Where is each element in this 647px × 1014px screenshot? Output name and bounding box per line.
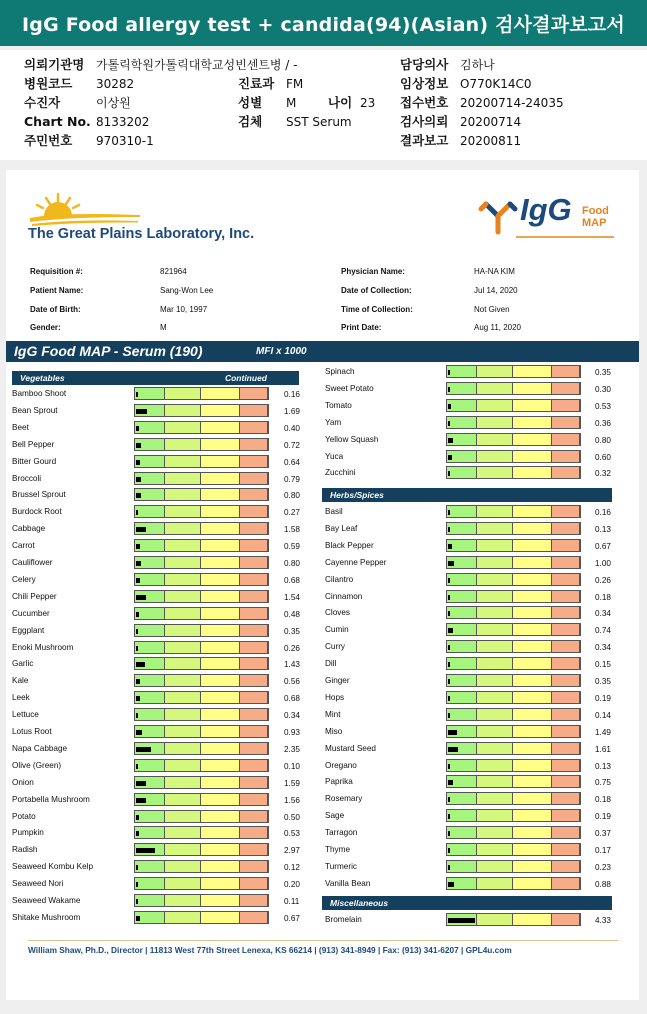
food-value: 1.56 bbox=[284, 795, 300, 805]
food-name: Vanilla Bean bbox=[325, 878, 371, 888]
food-value: 0.34 bbox=[595, 609, 611, 619]
result-row bbox=[6, 876, 639, 891]
food-name: Cauliflower bbox=[12, 558, 53, 567]
food-name: Seaweed Kombu Kelp bbox=[12, 862, 94, 872]
result-row bbox=[6, 724, 639, 739]
continued-label: Continued bbox=[224, 373, 267, 383]
food-name: Black Pepper bbox=[325, 540, 374, 550]
food-value: 0.18 bbox=[595, 795, 611, 805]
patient-info-label: Requisition #: bbox=[30, 267, 83, 276]
food-value: 1.59 bbox=[284, 778, 300, 788]
food-name: Lettuce bbox=[12, 710, 39, 720]
result-row bbox=[6, 912, 639, 927]
food-name: Cayenne Pepper bbox=[325, 557, 387, 567]
food-value: 0.27 bbox=[284, 508, 300, 518]
food-value: 0.80 bbox=[284, 491, 300, 501]
food-name: Sage bbox=[325, 811, 345, 821]
patient-info-value: 821964 bbox=[160, 267, 187, 276]
sun-logo-icon bbox=[28, 192, 143, 228]
food-value: 0.23 bbox=[595, 862, 611, 872]
food-name: Eggplant bbox=[12, 625, 45, 635]
reactivity-scale bbox=[446, 843, 581, 856]
result-row bbox=[6, 707, 639, 722]
korean-info-value: 김하나 bbox=[460, 58, 495, 72]
food-value: 0.30 bbox=[595, 384, 611, 394]
food-value: 0.12 bbox=[284, 863, 300, 873]
food-value: 0.68 bbox=[284, 575, 300, 585]
antibody-icon bbox=[476, 192, 520, 236]
food-value: 0.64 bbox=[284, 457, 300, 467]
food-name: Seaweed Nori bbox=[12, 879, 64, 889]
reactivity-scale bbox=[446, 725, 581, 738]
food-value: 0.26 bbox=[284, 643, 300, 653]
food-value: 0.80 bbox=[595, 435, 611, 445]
reactivity-scale bbox=[446, 522, 581, 535]
reactivity-bar bbox=[448, 645, 450, 650]
food-name: Brussel Sprout bbox=[12, 490, 66, 500]
reactivity-scale bbox=[446, 556, 581, 569]
korean-info-value: FM bbox=[286, 77, 304, 91]
reactivity-scale bbox=[446, 539, 581, 552]
result-row bbox=[6, 572, 639, 587]
korean-info-label: 의뢰기관명 bbox=[24, 57, 85, 72]
reactivity-scale bbox=[446, 826, 581, 839]
food-value: 1.61 bbox=[595, 744, 611, 754]
patient-info-label: Physician Name: bbox=[341, 267, 406, 276]
result-row bbox=[6, 415, 639, 430]
result-row bbox=[6, 555, 639, 570]
logo-map: MAP bbox=[582, 217, 607, 229]
reactivity-bar bbox=[448, 882, 454, 887]
food-name: Ginger bbox=[325, 676, 350, 685]
result-row bbox=[6, 504, 639, 519]
food-value: 1.49 bbox=[595, 727, 611, 737]
food-name: Lotus Root bbox=[12, 727, 52, 736]
reactivity-scale bbox=[446, 674, 581, 687]
reactivity-scale bbox=[446, 708, 581, 721]
food-name: Broccoli bbox=[12, 473, 42, 483]
food-value: 1.43 bbox=[284, 660, 300, 670]
food-value: 0.37 bbox=[595, 829, 611, 839]
korean-info-label: 진료과 bbox=[238, 76, 275, 91]
reactivity-scale bbox=[446, 860, 581, 873]
reactivity-bar bbox=[448, 370, 450, 375]
unit-label: MFI x 1000 bbox=[256, 346, 307, 357]
food-name: Bean Sprout bbox=[12, 405, 58, 415]
result-row bbox=[6, 690, 639, 705]
lab-name: The Great Plains Laboratory, Inc. bbox=[28, 226, 255, 242]
food-name: Miso bbox=[325, 726, 343, 736]
reactivity-scale bbox=[446, 640, 581, 653]
food-name: Curry bbox=[325, 642, 346, 652]
food-name: Hops bbox=[325, 692, 345, 702]
reactivity-bar bbox=[448, 471, 450, 476]
food-value: 0.18 bbox=[595, 592, 611, 602]
food-value: 0.34 bbox=[284, 711, 300, 721]
result-row bbox=[6, 364, 639, 379]
food-name: Spinach bbox=[325, 367, 355, 376]
korean-info-value: 23 bbox=[360, 96, 376, 110]
food-value: 4.33 bbox=[595, 916, 611, 925]
reactivity-scale bbox=[134, 488, 269, 501]
reactivity-scale bbox=[134, 894, 269, 907]
korean-info-value: 이상원 bbox=[96, 96, 131, 110]
food-name: Basil bbox=[325, 507, 343, 516]
reactivity-scale bbox=[446, 657, 581, 670]
food-name: Onion bbox=[12, 777, 34, 787]
patient-info-label: Patient Name: bbox=[30, 286, 84, 295]
food-value: 0.74 bbox=[595, 626, 611, 636]
igg-food-map-logo bbox=[472, 188, 612, 248]
reactivity-scale bbox=[446, 877, 581, 890]
result-row bbox=[6, 432, 639, 447]
food-name: Bromelain bbox=[325, 915, 362, 924]
reactivity-bar bbox=[448, 387, 450, 392]
reactivity-bar bbox=[448, 865, 450, 870]
lab-report bbox=[6, 170, 639, 1000]
food-name: Radish bbox=[12, 845, 38, 855]
food-value: 0.16 bbox=[284, 390, 300, 399]
food-name: Cloves bbox=[325, 608, 351, 618]
food-value: 0.11 bbox=[284, 897, 300, 906]
food-name: Shitake Mushroom bbox=[12, 912, 81, 922]
korean-info-label: 검체 bbox=[238, 114, 263, 129]
reactivity-bar bbox=[448, 662, 450, 667]
korean-info-panel bbox=[0, 50, 647, 160]
food-name: Dill bbox=[325, 659, 337, 669]
reactivity-scale bbox=[446, 913, 581, 926]
food-value: 2.97 bbox=[284, 846, 300, 856]
food-value: 0.67 bbox=[595, 541, 611, 551]
food-name: Pumpkin bbox=[12, 828, 44, 838]
reactivity-bar bbox=[448, 438, 453, 443]
reactivity-bar bbox=[136, 899, 138, 904]
korean-info-value: O770K14C0 bbox=[460, 77, 532, 91]
food-name: Yellow Squash bbox=[325, 434, 379, 444]
result-row bbox=[6, 465, 639, 480]
reactivity-bar bbox=[448, 780, 453, 785]
food-name: Oregano bbox=[325, 760, 357, 770]
reactivity-bar bbox=[448, 747, 458, 752]
footer: William Shaw, Ph.D., Director | 11813 West 77th Street Lenexa, KS 66214 | (913) 341-8949 | Fax: (913) 341-6207 | GPL4u.com bbox=[28, 945, 512, 955]
food-value: 0.68 bbox=[284, 694, 300, 704]
korean-info-value: 20200811 bbox=[460, 134, 522, 148]
reactivity-scale bbox=[446, 623, 581, 636]
food-name: Potato bbox=[12, 811, 36, 821]
food-value: 0.67 bbox=[284, 913, 300, 923]
food-value: 1.58 bbox=[284, 525, 300, 535]
report-title: IgG Food allergy test + candida(94)(Asian) 검사결과보고서 bbox=[0, 0, 647, 46]
food-name: Turmeric bbox=[325, 861, 357, 871]
reactivity-bar bbox=[448, 578, 450, 583]
food-value: 0.59 bbox=[284, 542, 300, 552]
food-value: 0.20 bbox=[284, 880, 300, 890]
food-name: Enoki Mushroom bbox=[12, 642, 74, 652]
result-row bbox=[6, 656, 639, 671]
reactivity-bar bbox=[448, 713, 450, 718]
patient-info-label: Date of Collection: bbox=[341, 286, 412, 295]
reactivity-bar bbox=[448, 918, 475, 923]
reactivity-scale bbox=[446, 505, 581, 518]
korean-info-label: 결과보고 bbox=[400, 133, 449, 148]
korean-info-label: 성별 bbox=[238, 95, 263, 110]
patient-info-value: Sang-Won Lee bbox=[160, 286, 214, 295]
food-value: 0.75 bbox=[595, 778, 611, 788]
korean-info-label: 병원코드 bbox=[24, 76, 73, 91]
reactivity-bar bbox=[448, 455, 452, 460]
patient-info-value: Aug 11, 2020 bbox=[474, 323, 522, 332]
food-name: Napa Cabbage bbox=[12, 743, 68, 753]
reactivity-scale bbox=[446, 450, 581, 463]
reactivity-scale bbox=[446, 759, 581, 772]
food-value: 1.54 bbox=[284, 592, 300, 602]
food-value: 0.88 bbox=[595, 879, 611, 889]
result-row bbox=[6, 758, 639, 773]
reactivity-scale bbox=[446, 606, 581, 619]
panel-banner bbox=[6, 341, 639, 362]
korean-info-label: 나이 bbox=[328, 95, 353, 110]
food-value: 0.72 bbox=[284, 440, 300, 450]
result-row bbox=[6, 622, 639, 637]
korean-info-label: 접수번호 bbox=[400, 95, 449, 110]
food-value: 1.00 bbox=[595, 558, 611, 568]
food-value: 0.56 bbox=[284, 677, 300, 687]
reactivity-bar bbox=[448, 814, 450, 819]
food-name: Bell Pepper bbox=[12, 439, 55, 449]
food-name: Zucchini bbox=[325, 468, 356, 478]
reactivity-scale bbox=[446, 691, 581, 704]
result-row bbox=[6, 639, 639, 654]
food-name: Cumin bbox=[325, 625, 349, 635]
food-value: 0.36 bbox=[595, 418, 611, 428]
food-value: 0.10 bbox=[284, 761, 300, 771]
logo-underline bbox=[516, 236, 614, 238]
reactivity-bar bbox=[448, 696, 450, 701]
food-value: 0.80 bbox=[284, 559, 300, 568]
food-name: Sweet Potato bbox=[325, 383, 374, 393]
food-name: Bamboo Shoot bbox=[12, 389, 67, 398]
patient-info-value: HA-NA KIM bbox=[474, 267, 515, 276]
patient-info-label: Gender: bbox=[30, 323, 61, 332]
food-name: Celery bbox=[12, 574, 36, 584]
section-herbs-label: Herbs/Spices bbox=[330, 490, 384, 500]
reactivity-bar bbox=[448, 628, 453, 633]
reactivity-bar bbox=[448, 544, 452, 549]
food-value: 0.19 bbox=[595, 812, 611, 822]
food-name: Kale bbox=[12, 676, 29, 686]
food-value: 0.35 bbox=[595, 677, 611, 686]
food-name: Cinnamon bbox=[325, 591, 363, 601]
food-value: 0.50 bbox=[284, 812, 300, 822]
food-name: Rosemary bbox=[325, 794, 363, 804]
patient-info-value: Mar 10, 1997 bbox=[160, 305, 208, 314]
reactivity-bar bbox=[448, 797, 450, 802]
reactivity-scale bbox=[446, 466, 581, 479]
result-row bbox=[6, 487, 639, 502]
reactivity-scale bbox=[446, 382, 581, 395]
patient-info-value: Jul 14, 2020 bbox=[474, 286, 518, 295]
food-name: Burdock Root bbox=[12, 507, 62, 517]
food-name: Yuca bbox=[325, 451, 344, 461]
food-value: 0.16 bbox=[595, 508, 611, 517]
korean-info-label: 주민번호 bbox=[24, 133, 73, 148]
korean-info-label: 담당의사 bbox=[400, 57, 449, 72]
korean-info-label: 검사의뢰 bbox=[400, 114, 449, 129]
reactivity-bar bbox=[136, 493, 141, 498]
reactivity-bar bbox=[448, 764, 450, 769]
food-value: 0.17 bbox=[595, 846, 611, 855]
korean-info-value: SST Serum bbox=[286, 115, 352, 129]
food-name: Paprika bbox=[325, 777, 353, 787]
reactivity-scale bbox=[446, 775, 581, 788]
result-row bbox=[6, 398, 639, 413]
korean-info-value: 970310-1 bbox=[96, 134, 154, 148]
patient-info-label: Print Date: bbox=[341, 323, 382, 332]
reactivity-bar bbox=[448, 611, 450, 616]
reactivity-scale bbox=[446, 433, 581, 446]
korean-info-value: 30282 bbox=[96, 77, 135, 91]
korean-info-value: 20200714 bbox=[460, 115, 522, 129]
food-value: 0.79 bbox=[284, 474, 300, 484]
section-vegetables-label: Vegetables bbox=[20, 373, 65, 383]
food-name: Thyme bbox=[325, 845, 351, 854]
reactivity-scale bbox=[446, 809, 581, 822]
korean-info-value: 20200714-24035 bbox=[460, 96, 564, 110]
food-value: 2.35 bbox=[284, 744, 300, 754]
food-name: Cucumber bbox=[12, 608, 50, 618]
reactivity-bar bbox=[448, 510, 450, 515]
reactivity-bar bbox=[448, 831, 450, 836]
result-row bbox=[6, 605, 639, 620]
reactivity-bar bbox=[448, 561, 454, 566]
panel-title: IgG Food MAP - Serum (190) bbox=[14, 343, 203, 359]
food-value: 0.13 bbox=[595, 524, 611, 534]
food-name: Cabbage bbox=[12, 524, 46, 534]
reactivity-scale bbox=[446, 792, 581, 805]
food-value: 0.14 bbox=[595, 710, 611, 720]
reactivity-bar bbox=[448, 730, 457, 735]
reactivity-scale bbox=[446, 365, 581, 378]
food-value: 0.35 bbox=[595, 368, 611, 377]
food-name: Olive (Green) bbox=[12, 760, 62, 770]
korean-info-value: 8133202 bbox=[96, 115, 150, 129]
food-name: Seaweed Wakame bbox=[12, 896, 81, 905]
reactivity-bar bbox=[448, 404, 451, 409]
food-name: Cilantro bbox=[325, 574, 354, 584]
result-row bbox=[6, 741, 639, 756]
food-name: Tarragon bbox=[325, 828, 358, 838]
patient-info-label: Time of Collection: bbox=[341, 305, 413, 314]
result-row bbox=[6, 381, 639, 396]
food-name: Carrot bbox=[12, 541, 35, 551]
food-value: 0.32 bbox=[595, 469, 611, 479]
food-value: 0.60 bbox=[595, 452, 611, 462]
food-name: Bitter Gourd bbox=[12, 456, 57, 466]
result-row bbox=[6, 859, 639, 874]
logo-igg: IgG bbox=[520, 192, 572, 227]
food-name: Tomato bbox=[325, 400, 352, 410]
reactivity-scale bbox=[446, 399, 581, 412]
food-value: 0.34 bbox=[595, 643, 611, 653]
reactivity-scale bbox=[446, 742, 581, 755]
reactivity-scale bbox=[446, 416, 581, 429]
korean-info-label: 임상정보 bbox=[400, 76, 449, 91]
food-name: Mustard Seed bbox=[325, 743, 376, 753]
food-value: 0.13 bbox=[595, 761, 611, 771]
patient-info-label: Date of Birth: bbox=[30, 305, 81, 314]
food-value: 0.19 bbox=[595, 693, 611, 703]
reactivity-bar bbox=[448, 848, 450, 853]
food-name: Bay Leaf bbox=[325, 523, 358, 533]
result-row bbox=[6, 842, 639, 857]
result-row bbox=[6, 538, 639, 553]
food-name: Portabella Mushroom bbox=[12, 794, 90, 804]
food-name: Yam bbox=[325, 417, 342, 427]
result-row bbox=[6, 589, 639, 604]
food-value: 0.35 bbox=[284, 626, 300, 636]
food-name: Chili Pepper bbox=[12, 591, 57, 601]
patient-info-value: M bbox=[160, 323, 167, 332]
food-name: Mint bbox=[325, 709, 341, 719]
reactivity-bar bbox=[448, 527, 450, 532]
reactivity-scale bbox=[446, 573, 581, 586]
result-row bbox=[6, 521, 639, 536]
result-row bbox=[6, 808, 639, 823]
korean-info-label: 수진자 bbox=[24, 95, 61, 110]
food-value: 0.93 bbox=[284, 728, 300, 737]
food-value: 0.15 bbox=[595, 660, 611, 670]
food-value: 1.69 bbox=[284, 406, 300, 416]
result-row bbox=[6, 791, 639, 806]
food-value: 0.53 bbox=[284, 829, 300, 839]
result-row bbox=[6, 673, 639, 688]
food-value: 0.40 bbox=[284, 423, 300, 433]
reactivity-scale bbox=[446, 590, 581, 603]
reactivity-bar bbox=[448, 421, 450, 426]
section-misc-label: Miscellaneous bbox=[330, 898, 389, 908]
korean-info-value: M bbox=[286, 96, 297, 110]
food-name: Garlic bbox=[12, 659, 34, 669]
result-row bbox=[6, 825, 639, 840]
food-value: 0.53 bbox=[595, 401, 611, 411]
result-row bbox=[6, 449, 639, 464]
result-row bbox=[6, 774, 639, 789]
logo-food: Food bbox=[582, 205, 609, 217]
food-name: Leek bbox=[12, 693, 30, 703]
reactivity-bar bbox=[448, 679, 450, 684]
reactivity-bar bbox=[448, 595, 450, 600]
footer-divider bbox=[28, 940, 618, 941]
food-value: 0.26 bbox=[595, 575, 611, 585]
korean-info-label: Chart No. bbox=[24, 114, 91, 129]
patient-info-value: Not Given bbox=[474, 305, 510, 314]
result-row bbox=[6, 893, 639, 908]
korean-info-value: 가톨릭학원가톨릭대학교성빈센트병 / - bbox=[96, 58, 298, 72]
food-value: 0.48 bbox=[284, 609, 300, 619]
food-name: Beet bbox=[12, 422, 29, 432]
